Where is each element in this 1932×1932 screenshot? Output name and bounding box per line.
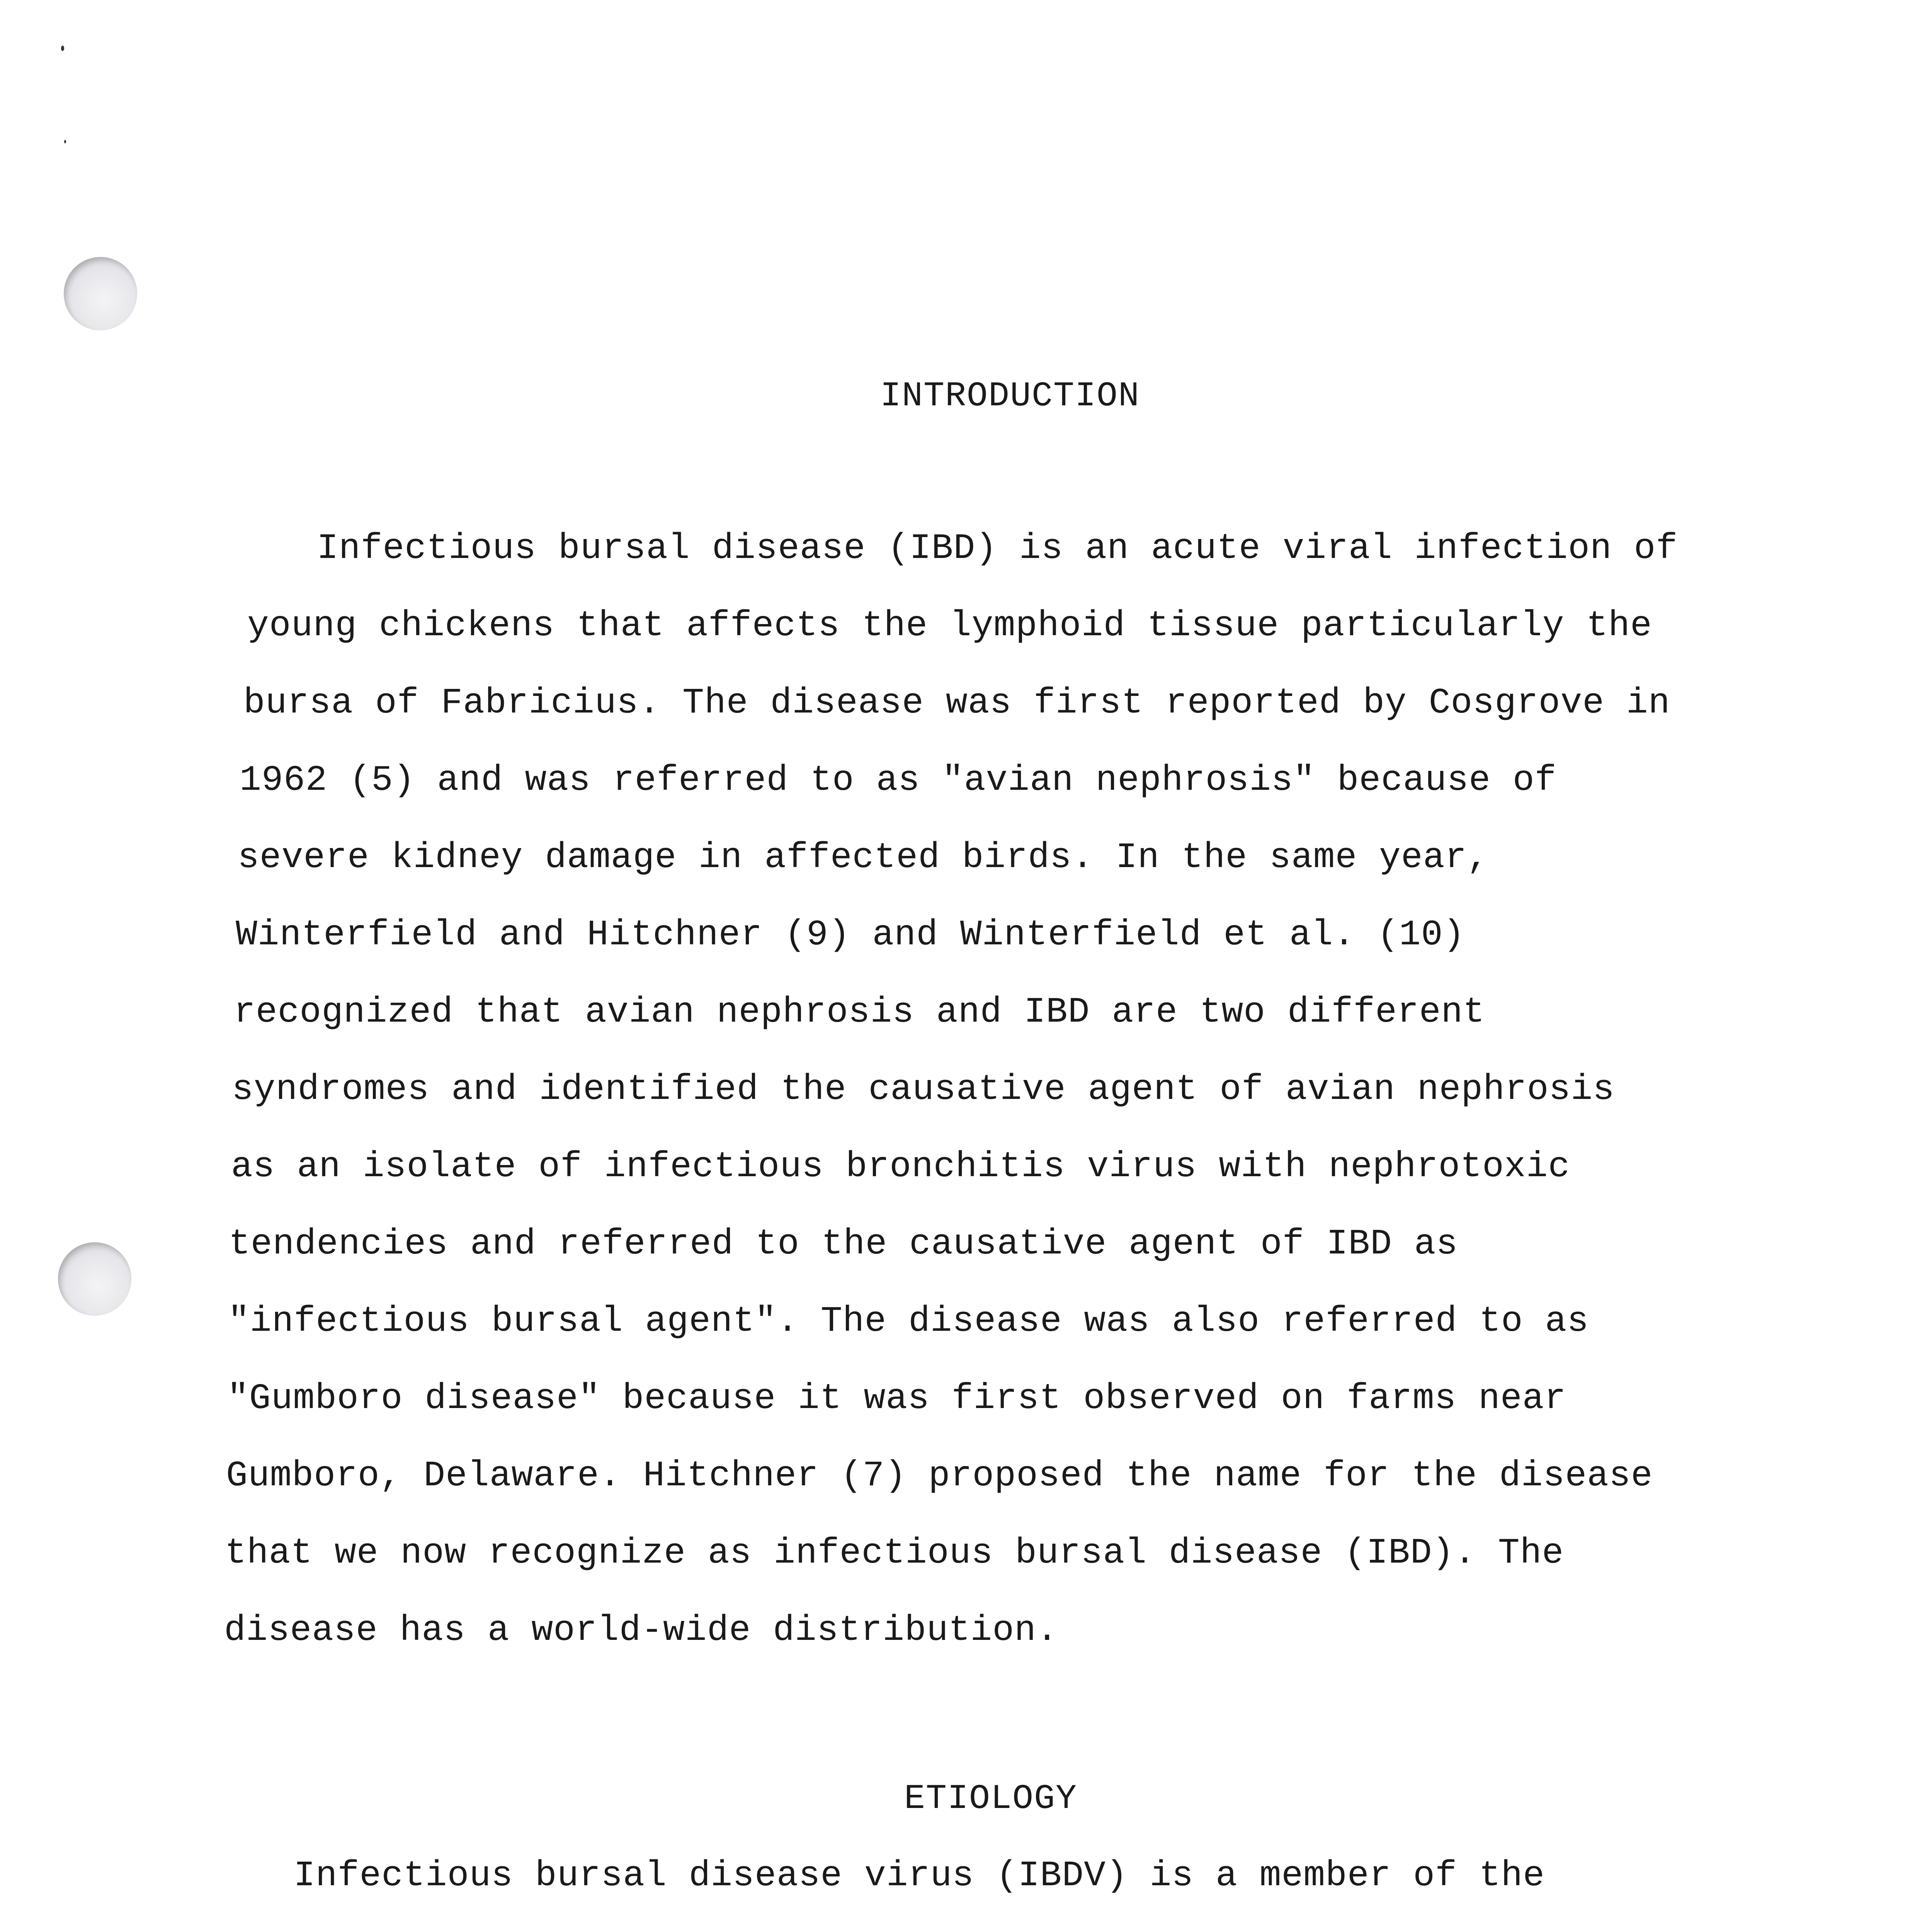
introduction-paragraph xyxy=(224,510,1678,1669)
etiology-heading: ETIOLOGY xyxy=(904,1779,1078,1819)
text-line: bursa of Fabricius. The disease was first reported by Cosgrove in xyxy=(243,683,1670,723)
text-line: 1962 (5) and was referred to as "avian nephrosis" because of xyxy=(240,760,1557,801)
text-line: severe kidney damage in affected birds. In the same year, xyxy=(238,837,1489,878)
text-line: syndromes and identified the causative agent of avian nephrosis xyxy=(232,1069,1615,1110)
text-line: that we now recognize as infectious bursal disease (IBD). The xyxy=(225,1533,1564,1573)
text-line: young chickens that affects the lymphoid tissue particularly the xyxy=(247,605,1652,646)
text-line: Gumboro, Delaware. Hitchner (7) proposed the name for the disease xyxy=(226,1456,1653,1496)
text-line: "Gumboro disease" because it was first observed on farms near xyxy=(227,1378,1566,1419)
text-line: as an isolate of infectious bronchitis virus with nephrotoxic xyxy=(231,1146,1570,1187)
binder-hole-icon xyxy=(58,1242,131,1316)
text-line: disease has a world-wide distribution. xyxy=(224,1610,1058,1651)
text-line: Infectious bursal disease virus (IBDV) is a member of the xyxy=(294,1855,1545,1896)
text-line xyxy=(223,1915,1649,1932)
text-line: "infectious bursal agent". The disease was also referred to as xyxy=(228,1301,1589,1342)
text-line: tendencies and referred to the causative agent of IBD as xyxy=(229,1224,1458,1264)
etiology-paragraph xyxy=(220,1837,1649,1932)
text-line: Winterfield and Hitchner (9) and Winterfield et al. (10) xyxy=(236,915,1465,955)
text-line: recognized that avian nephrosis and IBD are two different xyxy=(234,992,1485,1032)
scan-speck xyxy=(61,46,64,51)
binder-hole-icon xyxy=(64,257,137,330)
introduction-heading: INTRODUCTION xyxy=(880,377,1140,416)
scan-speck xyxy=(64,140,66,143)
text-line: Infectious bursal disease (IBD) is an acute viral infection of xyxy=(317,528,1678,569)
